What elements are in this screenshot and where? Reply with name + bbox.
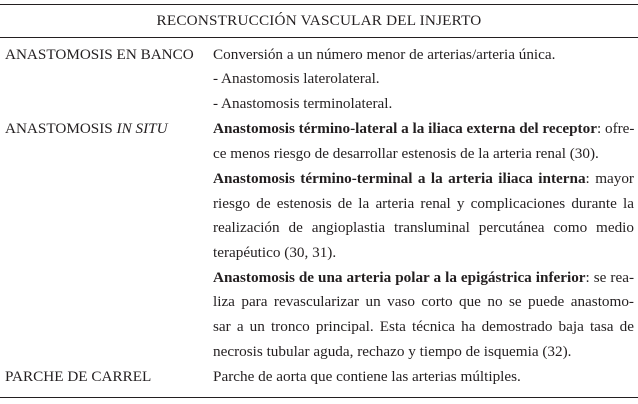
banco-line-1: Conversión a un número menor de arterias/arteria única. (213, 46, 556, 63)
in-situ-item-1-line-1 (213, 117, 634, 141)
in-situ-item-1-line-2: ce menos riesgo de desarrollar estenosis de la arteria renal (30). (213, 145, 599, 162)
carrel-line-1: Parche de aorta que contiene las arterias múltiples. (213, 368, 521, 385)
in-situ-item-3-line-2: liza para revascularizar un vaso corto que no se puede anastomo- (213, 293, 634, 310)
in-situ-item-2-line-1 (213, 167, 634, 191)
in-situ-item-3-line-1 (213, 266, 634, 290)
in-situ-item-3-text: : se rea- (585, 269, 635, 286)
row-label-banco: ANASTOMOSIS EN BANCO (5, 46, 194, 63)
banco-line-3: - Anastomosis terminolateral. (213, 95, 393, 112)
bottom-rule (0, 397, 638, 398)
header-rule (0, 37, 638, 38)
in-situ-item-3-heading: Anastomosis de una arteria polar a la epigástrica inferior (213, 269, 586, 286)
row-label-in-situ-italic: IN SITU (116, 120, 168, 137)
in-situ-item-1-text: : ofre- (596, 120, 635, 137)
table-title: RECONSTRUCCIÓN VASCULAR DEL INJERTO (156, 12, 482, 29)
in-situ-item-2-heading: Anastomosis término-terminal a la arteria iliaca interna (213, 170, 586, 187)
banco-line-2: - Anastomosis laterolateral. (213, 70, 380, 87)
top-rule (0, 4, 638, 5)
in-situ-item-3-line-4: necrosis tubular aguda, rechazo y tiempo de isquemia (32). (213, 343, 572, 360)
in-situ-item-1-heading: Anastomosis término-lateral a la iliaca externa del receptor (213, 120, 597, 137)
row-label-in-situ (5, 117, 168, 141)
in-situ-item-2-line-3: realización de angioplastia transluminal percutánea como medio (213, 219, 634, 236)
in-situ-item-2-text: : mayor (585, 170, 634, 187)
row-label-in-situ-prefix: ANASTOMOSIS (5, 120, 117, 137)
in-situ-item-2-line-4: terapéutico (30, 31). (213, 244, 337, 261)
in-situ-item-3-line-3: sar a un tronco principal. Esta técnica ha demostrado baja tasa de (213, 318, 634, 335)
row-label-carrel: PARCHE DE CARREL (5, 368, 152, 385)
in-situ-item-2-line-2: riesgo de estenosis de la arteria renal y complicaciones durante la (213, 195, 634, 212)
